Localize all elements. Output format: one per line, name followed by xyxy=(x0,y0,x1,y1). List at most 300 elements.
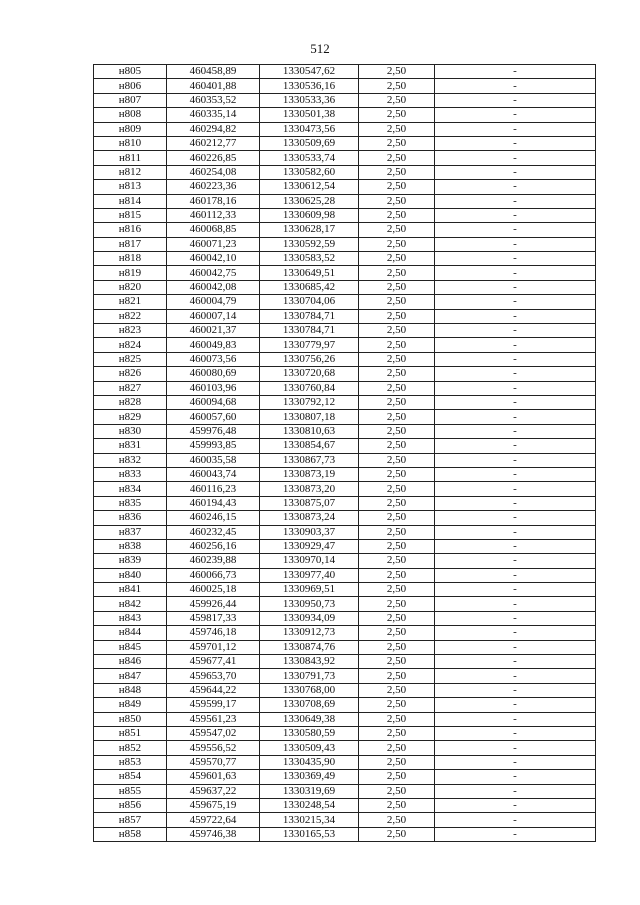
x-coordinate-cell: 460256,16 xyxy=(167,539,260,553)
accuracy-cell: 2,50 xyxy=(359,784,435,798)
description-cell: - xyxy=(435,755,596,769)
table-row xyxy=(94,180,596,194)
y-coordinate-cell: 1330867,73 xyxy=(260,453,359,467)
table-row xyxy=(94,626,596,640)
description-cell: - xyxy=(435,424,596,438)
accuracy-cell: 2,50 xyxy=(359,568,435,582)
accuracy-cell: 2,50 xyxy=(359,309,435,323)
y-coordinate-cell: 1330369,49 xyxy=(260,770,359,784)
description-cell: - xyxy=(435,381,596,395)
x-coordinate-cell: 459701,12 xyxy=(167,640,260,654)
point-id-cell: н842 xyxy=(94,597,167,611)
x-coordinate-cell: 460254,08 xyxy=(167,165,260,179)
description-cell: - xyxy=(435,136,596,150)
description-cell: - xyxy=(435,151,596,165)
description-cell: - xyxy=(435,122,596,136)
table-row xyxy=(94,122,596,136)
point-id-cell: н811 xyxy=(94,151,167,165)
accuracy-cell: 2,50 xyxy=(359,252,435,266)
description-cell: - xyxy=(435,583,596,597)
table-row xyxy=(94,295,596,309)
x-coordinate-cell: 460042,10 xyxy=(167,252,260,266)
x-coordinate-cell: 460223,36 xyxy=(167,180,260,194)
description-cell: - xyxy=(435,784,596,798)
y-coordinate-cell: 1330215,34 xyxy=(260,813,359,827)
y-coordinate-cell: 1330625,28 xyxy=(260,194,359,208)
y-coordinate-cell: 1330903,37 xyxy=(260,525,359,539)
accuracy-cell: 2,50 xyxy=(359,655,435,669)
x-coordinate-cell: 460335,14 xyxy=(167,108,260,122)
page-number: 512 xyxy=(310,41,330,56)
y-coordinate-cell: 1330509,69 xyxy=(260,136,359,150)
accuracy-cell: 2,50 xyxy=(359,712,435,726)
accuracy-cell: 2,50 xyxy=(359,741,435,755)
y-coordinate-cell: 1330810,63 xyxy=(260,424,359,438)
table-row xyxy=(94,467,596,481)
table-row xyxy=(94,511,596,525)
point-id-cell: н818 xyxy=(94,252,167,266)
y-coordinate-cell: 1330612,54 xyxy=(260,180,359,194)
x-coordinate-cell: 460226,85 xyxy=(167,151,260,165)
accuracy-cell: 2,50 xyxy=(359,525,435,539)
accuracy-cell: 2,50 xyxy=(359,467,435,481)
y-coordinate-cell: 1330779,97 xyxy=(260,338,359,352)
accuracy-cell: 2,50 xyxy=(359,611,435,625)
y-coordinate-cell: 1330950,73 xyxy=(260,597,359,611)
point-id-cell: н848 xyxy=(94,683,167,697)
accuracy-cell: 2,50 xyxy=(359,726,435,740)
table-row xyxy=(94,813,596,827)
point-id-cell: н819 xyxy=(94,266,167,280)
point-id-cell: н831 xyxy=(94,439,167,453)
y-coordinate-cell: 1330873,19 xyxy=(260,467,359,481)
x-coordinate-cell: 459601,63 xyxy=(167,770,260,784)
point-id-cell: н806 xyxy=(94,79,167,93)
point-id-cell: н830 xyxy=(94,424,167,438)
point-id-cell: н823 xyxy=(94,324,167,338)
x-coordinate-cell: 460066,73 xyxy=(167,568,260,582)
point-id-cell: н858 xyxy=(94,827,167,841)
table-row xyxy=(94,108,596,122)
y-coordinate-cell: 1330319,69 xyxy=(260,784,359,798)
x-coordinate-cell: 459976,48 xyxy=(167,424,260,438)
point-id-cell: н821 xyxy=(94,295,167,309)
y-coordinate-cell: 1330685,42 xyxy=(260,280,359,294)
y-coordinate-cell: 1330854,67 xyxy=(260,439,359,453)
x-coordinate-cell: 459637,22 xyxy=(167,784,260,798)
point-id-cell: н807 xyxy=(94,93,167,107)
accuracy-cell: 2,50 xyxy=(359,165,435,179)
point-id-cell: н826 xyxy=(94,367,167,381)
description-cell: - xyxy=(435,511,596,525)
x-coordinate-cell: 460401,88 xyxy=(167,79,260,93)
point-id-cell: н851 xyxy=(94,726,167,740)
y-coordinate-cell: 1330791,73 xyxy=(260,669,359,683)
description-cell: - xyxy=(435,496,596,510)
y-coordinate-cell: 1330970,14 xyxy=(260,554,359,568)
table-row xyxy=(94,252,596,266)
table-row xyxy=(94,223,596,237)
y-coordinate-cell: 1330609,98 xyxy=(260,208,359,222)
y-coordinate-cell: 1330934,09 xyxy=(260,611,359,625)
accuracy-cell: 2,50 xyxy=(359,65,435,79)
description-cell: - xyxy=(435,237,596,251)
point-id-cell: н815 xyxy=(94,208,167,222)
accuracy-cell: 2,50 xyxy=(359,669,435,683)
x-coordinate-cell: 460232,45 xyxy=(167,525,260,539)
description-cell: - xyxy=(435,280,596,294)
description-cell: - xyxy=(435,309,596,323)
y-coordinate-cell: 1330547,62 xyxy=(260,65,359,79)
coordinates-table xyxy=(93,64,596,842)
y-coordinate-cell: 1330873,20 xyxy=(260,482,359,496)
table-row xyxy=(94,237,596,251)
accuracy-cell: 2,50 xyxy=(359,223,435,237)
x-coordinate-cell: 459746,18 xyxy=(167,626,260,640)
accuracy-cell: 2,50 xyxy=(359,424,435,438)
accuracy-cell: 2,50 xyxy=(359,511,435,525)
table-row xyxy=(94,309,596,323)
accuracy-cell: 2,50 xyxy=(359,208,435,222)
y-coordinate-cell: 1330792,12 xyxy=(260,395,359,409)
accuracy-cell: 2,50 xyxy=(359,79,435,93)
x-coordinate-cell: 460103,96 xyxy=(167,381,260,395)
y-coordinate-cell: 1330756,26 xyxy=(260,352,359,366)
table-row xyxy=(94,424,596,438)
y-coordinate-cell: 1330435,90 xyxy=(260,755,359,769)
point-id-cell: н817 xyxy=(94,237,167,251)
point-id-cell: н828 xyxy=(94,395,167,409)
point-id-cell: н854 xyxy=(94,770,167,784)
accuracy-cell: 2,50 xyxy=(359,352,435,366)
x-coordinate-cell: 460294,82 xyxy=(167,122,260,136)
y-coordinate-cell: 1330592,59 xyxy=(260,237,359,251)
x-coordinate-cell: 460458,89 xyxy=(167,65,260,79)
y-coordinate-cell: 1330649,51 xyxy=(260,266,359,280)
description-cell: - xyxy=(435,352,596,366)
description-cell: - xyxy=(435,338,596,352)
x-coordinate-cell: 460116,23 xyxy=(167,482,260,496)
y-coordinate-cell: 1330784,71 xyxy=(260,309,359,323)
x-coordinate-cell: 460042,75 xyxy=(167,266,260,280)
accuracy-cell: 2,50 xyxy=(359,395,435,409)
x-coordinate-cell: 460043,74 xyxy=(167,467,260,481)
table-row xyxy=(94,338,596,352)
y-coordinate-cell: 1330874,76 xyxy=(260,640,359,654)
point-id-cell: н822 xyxy=(94,309,167,323)
table-row xyxy=(94,65,596,79)
table-row xyxy=(94,770,596,784)
table-row xyxy=(94,611,596,625)
y-coordinate-cell: 1330760,84 xyxy=(260,381,359,395)
description-cell: - xyxy=(435,93,596,107)
description-cell: - xyxy=(435,295,596,309)
x-coordinate-cell: 459561,23 xyxy=(167,712,260,726)
table-row xyxy=(94,208,596,222)
table-row xyxy=(94,266,596,280)
accuracy-cell: 2,50 xyxy=(359,827,435,841)
x-coordinate-cell: 460068,85 xyxy=(167,223,260,237)
accuracy-cell: 2,50 xyxy=(359,280,435,294)
accuracy-cell: 2,50 xyxy=(359,180,435,194)
description-cell: - xyxy=(435,726,596,740)
point-id-cell: н857 xyxy=(94,813,167,827)
point-id-cell: н825 xyxy=(94,352,167,366)
point-id-cell: н827 xyxy=(94,381,167,395)
point-id-cell: н847 xyxy=(94,669,167,683)
table-row xyxy=(94,439,596,453)
description-cell: - xyxy=(435,770,596,784)
description-cell: - xyxy=(435,395,596,409)
accuracy-cell: 2,50 xyxy=(359,93,435,107)
x-coordinate-cell: 460073,56 xyxy=(167,352,260,366)
accuracy-cell: 2,50 xyxy=(359,597,435,611)
x-coordinate-cell: 460112,33 xyxy=(167,208,260,222)
point-id-cell: н808 xyxy=(94,108,167,122)
description-cell: - xyxy=(435,266,596,280)
table-row xyxy=(94,755,596,769)
accuracy-cell: 2,50 xyxy=(359,367,435,381)
description-cell: - xyxy=(435,439,596,453)
x-coordinate-cell: 459817,33 xyxy=(167,611,260,625)
point-id-cell: н816 xyxy=(94,223,167,237)
y-coordinate-cell: 1330875,07 xyxy=(260,496,359,510)
y-coordinate-cell: 1330248,54 xyxy=(260,798,359,812)
x-coordinate-cell: 460021,37 xyxy=(167,324,260,338)
description-cell: - xyxy=(435,223,596,237)
description-cell: - xyxy=(435,467,596,481)
description-cell: - xyxy=(435,611,596,625)
accuracy-cell: 2,50 xyxy=(359,439,435,453)
x-coordinate-cell: 460007,14 xyxy=(167,309,260,323)
table-row xyxy=(94,669,596,683)
description-cell: - xyxy=(435,698,596,712)
y-coordinate-cell: 1330843,92 xyxy=(260,655,359,669)
point-id-cell: н836 xyxy=(94,511,167,525)
table-row xyxy=(94,554,596,568)
table-row xyxy=(94,453,596,467)
accuracy-cell: 2,50 xyxy=(359,482,435,496)
accuracy-cell: 2,50 xyxy=(359,237,435,251)
point-id-cell: н833 xyxy=(94,467,167,481)
accuracy-cell: 2,50 xyxy=(359,755,435,769)
x-coordinate-cell: 460080,69 xyxy=(167,367,260,381)
x-coordinate-cell: 459926,44 xyxy=(167,597,260,611)
table-row xyxy=(94,640,596,654)
table-row xyxy=(94,583,596,597)
accuracy-cell: 2,50 xyxy=(359,813,435,827)
y-coordinate-cell: 1330165,53 xyxy=(260,827,359,841)
description-cell: - xyxy=(435,669,596,683)
x-coordinate-cell: 459547,02 xyxy=(167,726,260,740)
description-cell: - xyxy=(435,180,596,194)
accuracy-cell: 2,50 xyxy=(359,798,435,812)
point-id-cell: н832 xyxy=(94,453,167,467)
table-row xyxy=(94,165,596,179)
y-coordinate-cell: 1330509,43 xyxy=(260,741,359,755)
y-coordinate-cell: 1330704,06 xyxy=(260,295,359,309)
description-cell: - xyxy=(435,165,596,179)
y-coordinate-cell: 1330533,36 xyxy=(260,93,359,107)
table-row xyxy=(94,827,596,841)
x-coordinate-cell: 460057,60 xyxy=(167,410,260,424)
point-id-cell: н840 xyxy=(94,568,167,582)
accuracy-cell: 2,50 xyxy=(359,698,435,712)
y-coordinate-cell: 1330583,52 xyxy=(260,252,359,266)
table-row xyxy=(94,194,596,208)
table-row xyxy=(94,525,596,539)
point-id-cell: н820 xyxy=(94,280,167,294)
y-coordinate-cell: 1330784,71 xyxy=(260,324,359,338)
description-cell: - xyxy=(435,712,596,726)
x-coordinate-cell: 460239,88 xyxy=(167,554,260,568)
y-coordinate-cell: 1330720,68 xyxy=(260,367,359,381)
table-row xyxy=(94,395,596,409)
point-id-cell: н810 xyxy=(94,136,167,150)
y-coordinate-cell: 1330807,18 xyxy=(260,410,359,424)
point-id-cell: н841 xyxy=(94,583,167,597)
point-id-cell: н849 xyxy=(94,698,167,712)
description-cell: - xyxy=(435,453,596,467)
description-cell: - xyxy=(435,65,596,79)
y-coordinate-cell: 1330768,00 xyxy=(260,683,359,697)
table-row xyxy=(94,655,596,669)
table-row xyxy=(94,798,596,812)
point-id-cell: н845 xyxy=(94,640,167,654)
accuracy-cell: 2,50 xyxy=(359,683,435,697)
x-coordinate-cell: 460042,08 xyxy=(167,280,260,294)
y-coordinate-cell: 1330501,38 xyxy=(260,108,359,122)
x-coordinate-cell: 460178,16 xyxy=(167,194,260,208)
point-id-cell: н829 xyxy=(94,410,167,424)
description-cell: - xyxy=(435,525,596,539)
description-cell: - xyxy=(435,482,596,496)
description-cell: - xyxy=(435,827,596,841)
point-id-cell: н824 xyxy=(94,338,167,352)
x-coordinate-cell: 459993,85 xyxy=(167,439,260,453)
description-cell: - xyxy=(435,798,596,812)
point-id-cell: н835 xyxy=(94,496,167,510)
accuracy-cell: 2,50 xyxy=(359,770,435,784)
accuracy-cell: 2,50 xyxy=(359,122,435,136)
accuracy-cell: 2,50 xyxy=(359,583,435,597)
x-coordinate-cell: 459599,17 xyxy=(167,698,260,712)
y-coordinate-cell: 1330912,73 xyxy=(260,626,359,640)
coordinates-table-body xyxy=(94,65,596,842)
x-coordinate-cell: 460071,23 xyxy=(167,237,260,251)
y-coordinate-cell: 1330628,17 xyxy=(260,223,359,237)
table-row xyxy=(94,367,596,381)
point-id-cell: н850 xyxy=(94,712,167,726)
accuracy-cell: 2,50 xyxy=(359,453,435,467)
point-id-cell: н805 xyxy=(94,65,167,79)
description-cell: - xyxy=(435,683,596,697)
point-id-cell: н814 xyxy=(94,194,167,208)
description-cell: - xyxy=(435,597,596,611)
point-id-cell: н809 xyxy=(94,122,167,136)
table-row xyxy=(94,352,596,366)
table-row xyxy=(94,381,596,395)
y-coordinate-cell: 1330649,38 xyxy=(260,712,359,726)
table-row xyxy=(94,136,596,150)
accuracy-cell: 2,50 xyxy=(359,410,435,424)
x-coordinate-cell: 459570,77 xyxy=(167,755,260,769)
table-row xyxy=(94,151,596,165)
table-row xyxy=(94,712,596,726)
point-id-cell: н843 xyxy=(94,611,167,625)
y-coordinate-cell: 1330873,24 xyxy=(260,511,359,525)
point-id-cell: н844 xyxy=(94,626,167,640)
table-row xyxy=(94,539,596,553)
table-row xyxy=(94,741,596,755)
point-id-cell: н812 xyxy=(94,165,167,179)
description-cell: - xyxy=(435,640,596,654)
accuracy-cell: 2,50 xyxy=(359,266,435,280)
x-coordinate-cell: 460246,15 xyxy=(167,511,260,525)
description-cell: - xyxy=(435,252,596,266)
x-coordinate-cell: 460004,79 xyxy=(167,295,260,309)
description-cell: - xyxy=(435,539,596,553)
point-id-cell: н838 xyxy=(94,539,167,553)
x-coordinate-cell: 459675,19 xyxy=(167,798,260,812)
y-coordinate-cell: 1330977,40 xyxy=(260,568,359,582)
table-row xyxy=(94,683,596,697)
description-cell: - xyxy=(435,324,596,338)
description-cell: - xyxy=(435,208,596,222)
description-cell: - xyxy=(435,626,596,640)
description-cell: - xyxy=(435,79,596,93)
accuracy-cell: 2,50 xyxy=(359,640,435,654)
table-row xyxy=(94,784,596,798)
accuracy-cell: 2,50 xyxy=(359,496,435,510)
x-coordinate-cell: 459644,22 xyxy=(167,683,260,697)
description-cell: - xyxy=(435,655,596,669)
x-coordinate-cell: 460212,77 xyxy=(167,136,260,150)
x-coordinate-cell: 459677,41 xyxy=(167,655,260,669)
accuracy-cell: 2,50 xyxy=(359,381,435,395)
y-coordinate-cell: 1330473,56 xyxy=(260,122,359,136)
table-row xyxy=(94,568,596,582)
point-id-cell: н813 xyxy=(94,180,167,194)
y-coordinate-cell: 1330582,60 xyxy=(260,165,359,179)
description-cell: - xyxy=(435,568,596,582)
accuracy-cell: 2,50 xyxy=(359,554,435,568)
x-coordinate-cell: 460035,58 xyxy=(167,453,260,467)
y-coordinate-cell: 1330969,51 xyxy=(260,583,359,597)
y-coordinate-cell: 1330929,47 xyxy=(260,539,359,553)
point-id-cell: н837 xyxy=(94,525,167,539)
table-row xyxy=(94,410,596,424)
accuracy-cell: 2,50 xyxy=(359,295,435,309)
point-id-cell: н853 xyxy=(94,755,167,769)
description-cell: - xyxy=(435,194,596,208)
point-id-cell: н839 xyxy=(94,554,167,568)
x-coordinate-cell: 459556,52 xyxy=(167,741,260,755)
x-coordinate-cell: 460194,43 xyxy=(167,496,260,510)
accuracy-cell: 2,50 xyxy=(359,539,435,553)
description-cell: - xyxy=(435,813,596,827)
table-row xyxy=(94,324,596,338)
point-id-cell: н852 xyxy=(94,741,167,755)
accuracy-cell: 2,50 xyxy=(359,136,435,150)
table-row xyxy=(94,726,596,740)
y-coordinate-cell: 1330536,16 xyxy=(260,79,359,93)
accuracy-cell: 2,50 xyxy=(359,338,435,352)
table-row xyxy=(94,93,596,107)
point-id-cell: н856 xyxy=(94,798,167,812)
x-coordinate-cell: 459746,38 xyxy=(167,827,260,841)
point-id-cell: н846 xyxy=(94,655,167,669)
